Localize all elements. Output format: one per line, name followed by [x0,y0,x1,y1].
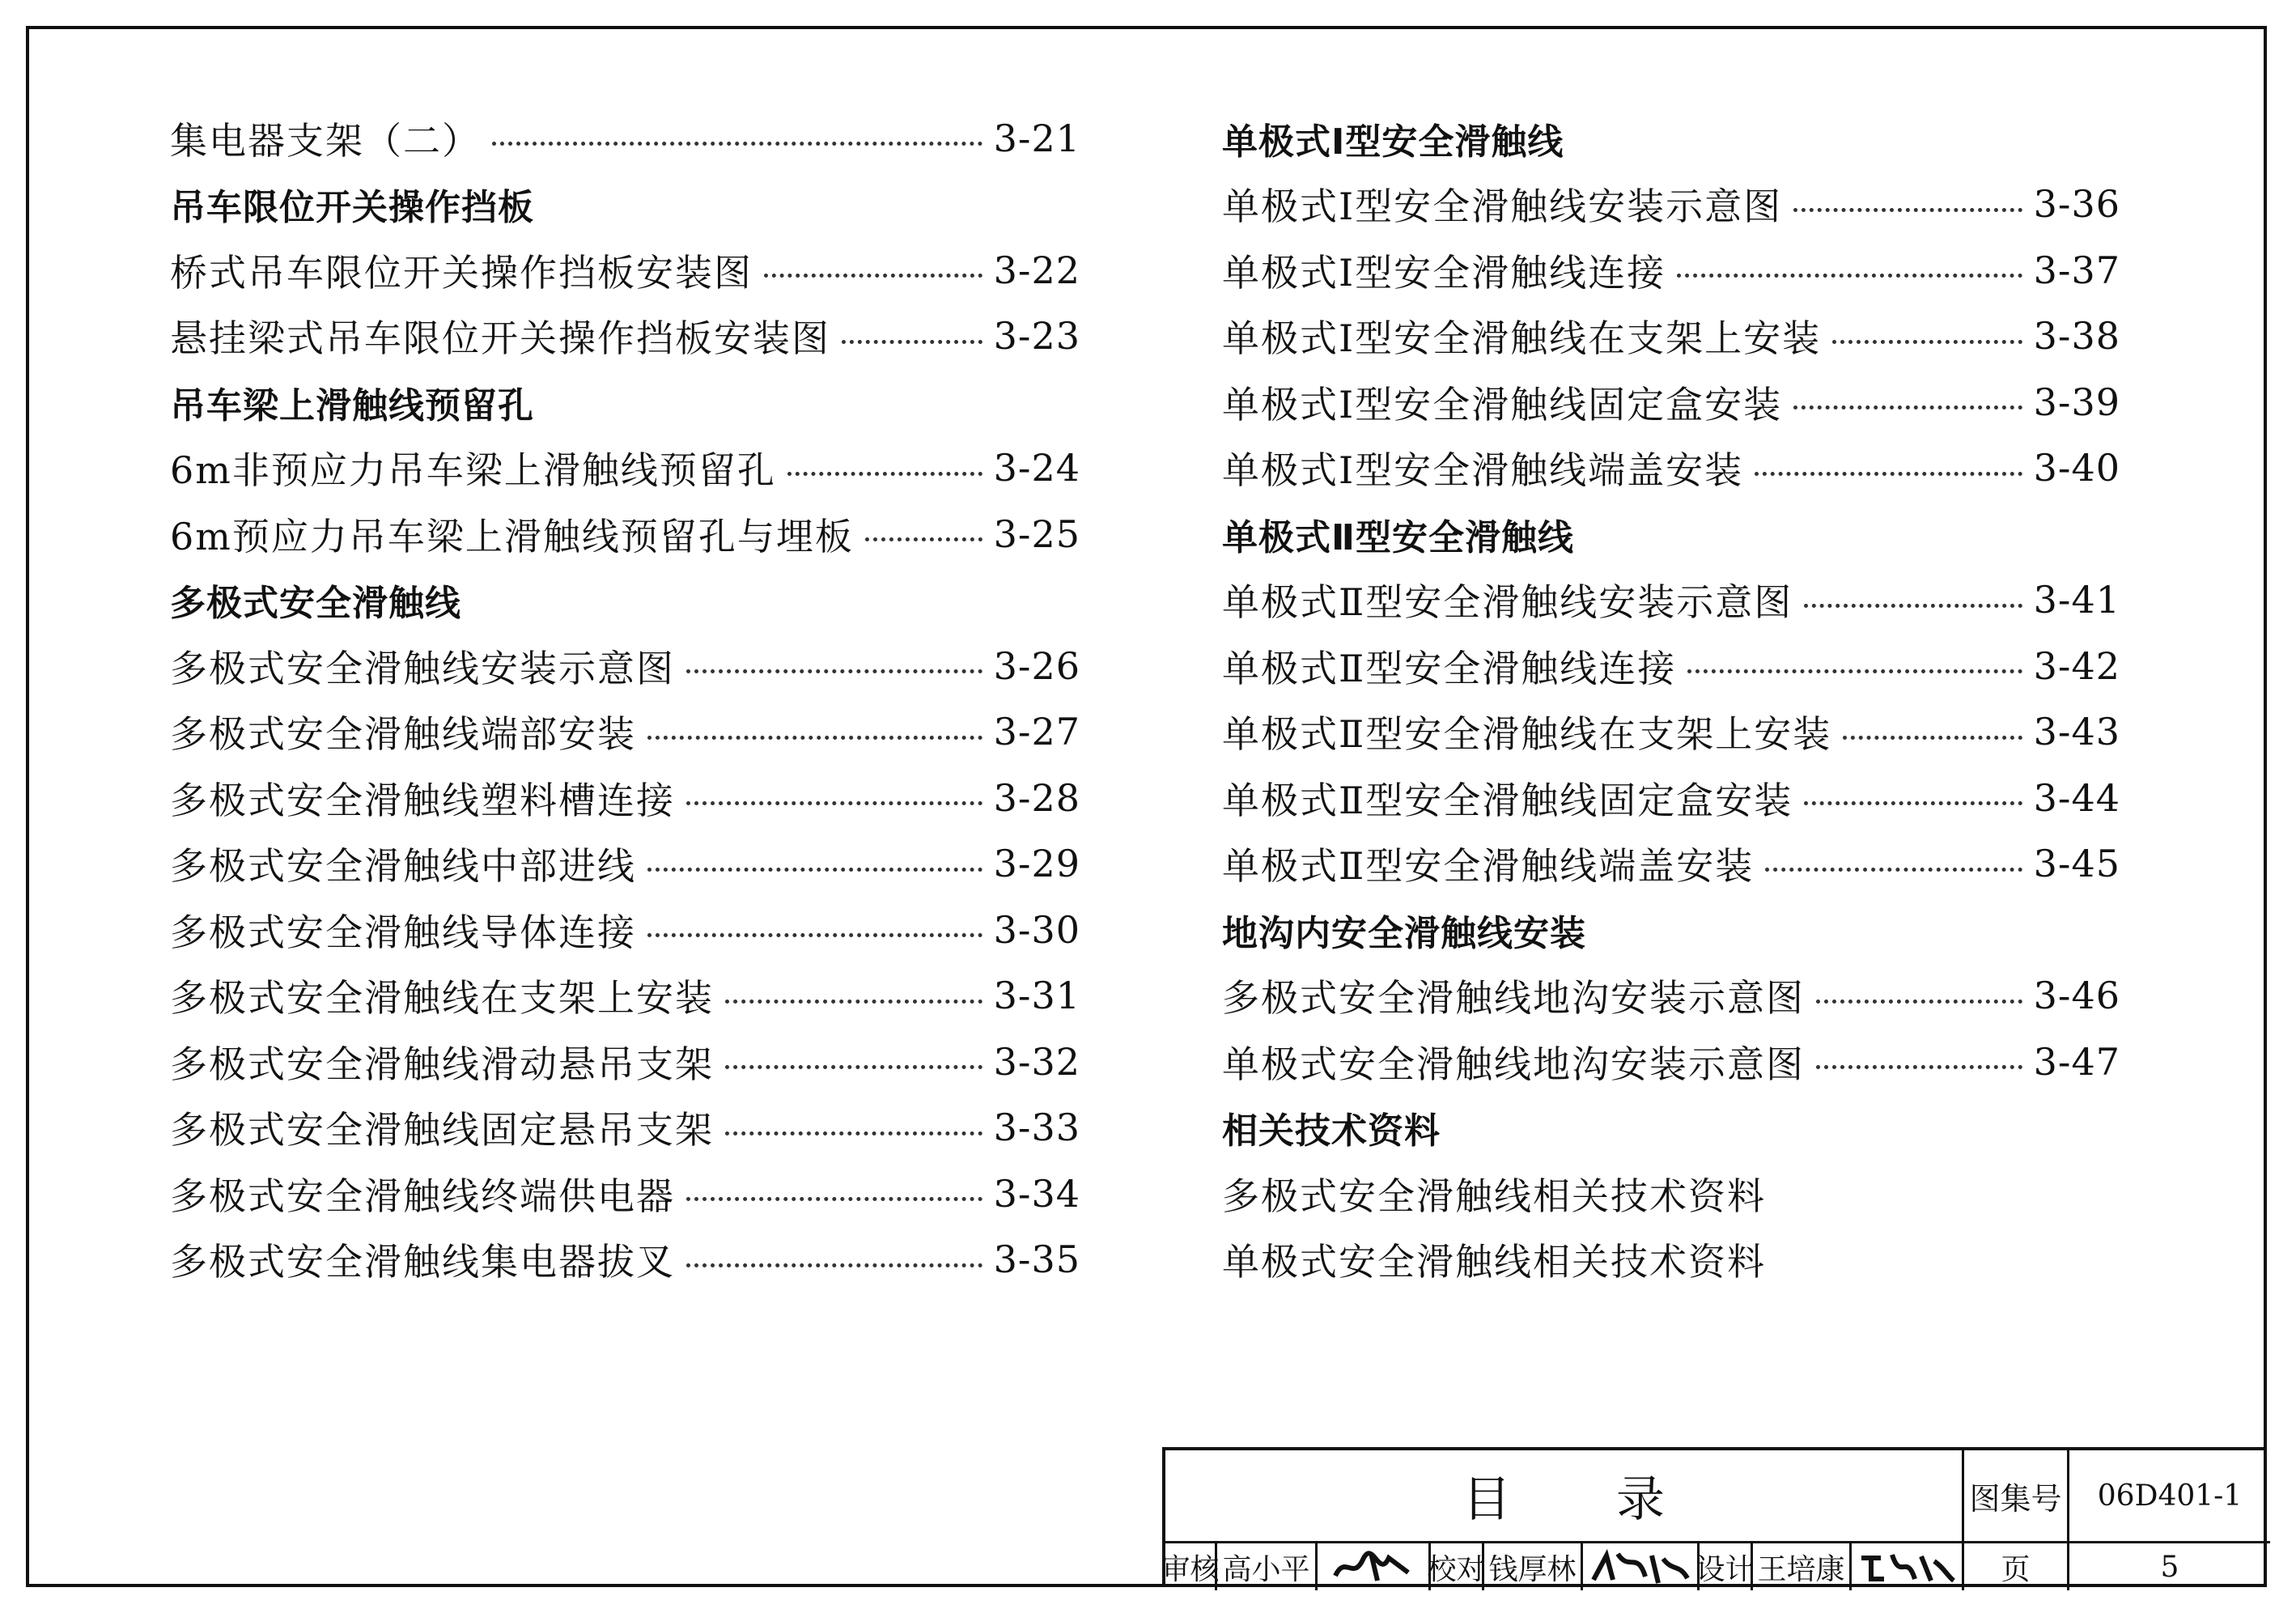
dot-leader [686,669,982,673]
dot-leader [865,537,982,541]
entry-title: 集电器支架（二） [170,112,487,165]
reviewer-signature [1318,1543,1431,1590]
entry-title: 悬挂梁式吊车限位开关操作挡板安装图 [170,309,837,363]
entry-page-number: 3-39 [2033,380,2120,424]
entry-page-number: 3-41 [2033,578,2120,622]
toc-entry [1222,699,2120,766]
reviewer-name: 高小平 [1217,1543,1318,1590]
toc-entry [170,897,1080,963]
designer-label: 设计 [1700,1543,1753,1590]
toc-section-heading [170,172,1080,238]
checker-name: 钱厚林 [1484,1543,1583,1590]
dot-leader [1843,736,2022,740]
toc-entry [170,1161,1080,1227]
entry-page-number: 3-28 [993,775,1080,820]
dot-leader [647,736,982,740]
toc-entry [170,1029,1080,1095]
entry-page-number: 3-23 [993,314,1080,359]
toc-entry [170,1227,1080,1293]
toc-entry [170,435,1080,502]
section-heading-text: 相关技术资料 [1222,1102,1447,1153]
entry-page-number: 3-22 [993,248,1080,292]
section-heading-text: 多极式安全滑触线 [170,574,468,626]
dot-leader [725,1065,982,1069]
section-heading-text: 吊车梁上滑触线预留孔 [170,376,541,428]
toc-entry [1222,435,2120,502]
entry-page-number: 3-44 [2033,775,2120,820]
dot-leader [1816,1065,2022,1069]
entry-page-number: 3-31 [993,974,1080,1018]
entry-page-number: 3-42 [2033,643,2120,688]
entry-title: 单极式安全滑触线相关技术资料 [1222,1233,1772,1286]
dot-leader [725,1131,982,1135]
section-heading-text: 吊车限位开关操作挡板 [170,178,541,230]
dot-leader [647,933,982,937]
entry-page-number: 3-34 [993,1171,1080,1216]
atlas-number: 06D401-1 [2069,1450,2270,1543]
page-label: 页 [1964,1543,2069,1590]
checker-signature [1583,1543,1700,1590]
toc-entry [1222,765,2120,831]
toc-section-heading [1222,897,2120,963]
entry-title: 多极式安全滑触线固定悬吊支架 [170,1101,720,1154]
entry-page-number: 3-35 [993,1237,1080,1282]
entry-title: 多极式安全滑触线在支架上安装 [170,969,720,1022]
entry-title: 单极式Ⅱ型安全滑触线固定盒安装 [1222,771,1799,825]
entry-page-number: 3-29 [993,842,1080,886]
entry-title: 多极式安全滑触线相关技术资料 [1222,1167,1772,1220]
designer-signature [1852,1543,1964,1590]
toc-entry [170,765,1080,831]
entry-title: 多极式安全滑触线中部进线 [170,837,643,890]
entry-page-number: 3-38 [2033,314,2120,359]
entry-page-number: 3-47 [2033,1039,2120,1084]
entry-title: 6m非预应力吊车梁上滑触线预留孔 [170,441,783,495]
entry-page-number: 3-21 [993,116,1080,160]
toc-entry [170,105,1080,172]
entry-title: 多极式安全滑触线安装示意图 [170,639,681,693]
entry-title: 单极式Ⅰ型安全滑触线连接 [1222,244,1672,297]
section-heading-text: 单极式Ⅱ型安全滑触线 [1222,508,1581,560]
entry-title: 单极式Ⅰ型安全滑触线在支架上安装 [1222,309,1827,363]
dot-leader [1832,340,2022,344]
dot-leader [1765,868,2022,872]
entry-title: 单极式Ⅰ型安全滑触线安装示意图 [1222,177,1789,231]
dot-leader [1804,604,2022,608]
entry-page-number: 3-36 [2033,182,2120,227]
dot-leader [1755,472,2022,476]
toc-section-heading [1222,1095,2120,1161]
toc-entry [170,633,1080,699]
toc-entry [170,831,1080,898]
entry-title: 多极式安全滑触线导体连接 [170,903,643,957]
toc-entry [170,303,1080,370]
reviewer-label: 审核 [1165,1543,1217,1590]
dot-leader [1816,1000,2022,1004]
entry-title: 桥式吊车限位开关操作挡板安装图 [170,244,759,297]
atlas-number-label: 图集号 [1964,1450,2069,1543]
entry-title: 单极式Ⅱ型安全滑触线连接 [1222,639,1683,693]
dot-leader [686,1197,982,1201]
dot-leader [1677,274,2022,278]
entry-page-number: 3-45 [2033,842,2120,886]
dot-leader [1804,801,2022,805]
entry-title: 单极式安全滑触线地沟安装示意图 [1222,1035,1811,1089]
toc-entry [1222,1029,2120,1095]
dot-leader [764,274,982,278]
toc-section-heading [1222,105,2120,172]
entry-title: 多极式安全滑触线集电器拔叉 [170,1233,681,1286]
title-block [1162,1447,2267,1587]
toc-section-heading [1222,501,2120,567]
dot-leader [787,472,982,476]
entry-page-number: 3-30 [993,907,1080,952]
designer-name: 王培康 [1753,1543,1852,1590]
toc-left-column [170,105,1080,1293]
entry-title: 多极式安全滑触线塑料槽连接 [170,771,681,825]
toc-section-heading [170,369,1080,435]
toc-entry [1222,237,2120,303]
toc-entry [1222,303,2120,370]
entry-title: 单极式Ⅱ型安全滑触线端盖安装 [1222,837,1760,890]
title-block-title: 目录 [1165,1450,1964,1543]
toc-entry [170,699,1080,766]
toc-entry [1222,1161,2120,1227]
entry-title: 多极式安全滑触线滑动悬吊支架 [170,1035,720,1089]
dot-leader [1793,405,2022,410]
toc-entry [170,963,1080,1029]
dot-leader [1687,669,2022,673]
entry-page-number: 3-25 [993,511,1080,556]
toc-entry [1222,963,2120,1029]
entry-page-number: 3-32 [993,1039,1080,1084]
entry-title: 多极式安全滑触线终端供电器 [170,1167,681,1220]
toc-entry [1222,633,2120,699]
entry-page-number: 3-46 [2033,974,2120,1018]
toc-entry [170,501,1080,567]
entry-page-number: 3-24 [993,446,1080,490]
toc-section-heading [170,567,1080,634]
toc-entry [1222,1227,2120,1293]
toc-entry [1222,831,2120,898]
entry-title: 单极式Ⅰ型安全滑触线固定盒安装 [1222,376,1789,429]
entry-title: 多极式安全滑触线地沟安装示意图 [1222,969,1811,1022]
entry-page-number: 3-26 [993,643,1080,688]
dot-leader [842,340,982,344]
entry-page-number: 3-40 [2033,446,2120,490]
dot-leader [686,1263,982,1267]
toc-entry [1222,172,2120,238]
dot-leader [492,142,982,146]
entry-page-number: 3-27 [993,710,1080,754]
dot-leader [686,801,982,805]
toc-entry [1222,567,2120,634]
toc-right-column [1222,105,2120,1293]
dot-leader [725,1000,982,1004]
toc-entry [170,237,1080,303]
entry-title: 单极式Ⅱ型安全滑触线在支架上安装 [1222,705,1838,758]
toc-entry [1222,369,2120,435]
entry-title: 单极式Ⅱ型安全滑触线安装示意图 [1222,573,1799,626]
entry-title: 多极式安全滑触线端部安装 [170,705,643,758]
entry-title: 单极式Ⅰ型安全滑触线端盖安装 [1222,441,1750,495]
section-heading-text: 单极式Ⅰ型安全滑触线 [1222,112,1570,164]
entry-page-number: 3-37 [2033,248,2120,292]
dot-leader [1793,208,2022,212]
checker-label: 校对 [1431,1543,1484,1590]
entry-title: 6m预应力吊车梁上滑触线预留孔与埋板 [170,507,860,561]
entry-page-number: 3-33 [993,1106,1080,1150]
page-number: 5 [2160,1550,2179,1584]
dot-leader [647,868,982,872]
toc-entry [170,1095,1080,1161]
section-heading-text: 地沟内安全滑触线安装 [1222,904,1593,956]
entry-page-number: 3-43 [2033,710,2120,754]
